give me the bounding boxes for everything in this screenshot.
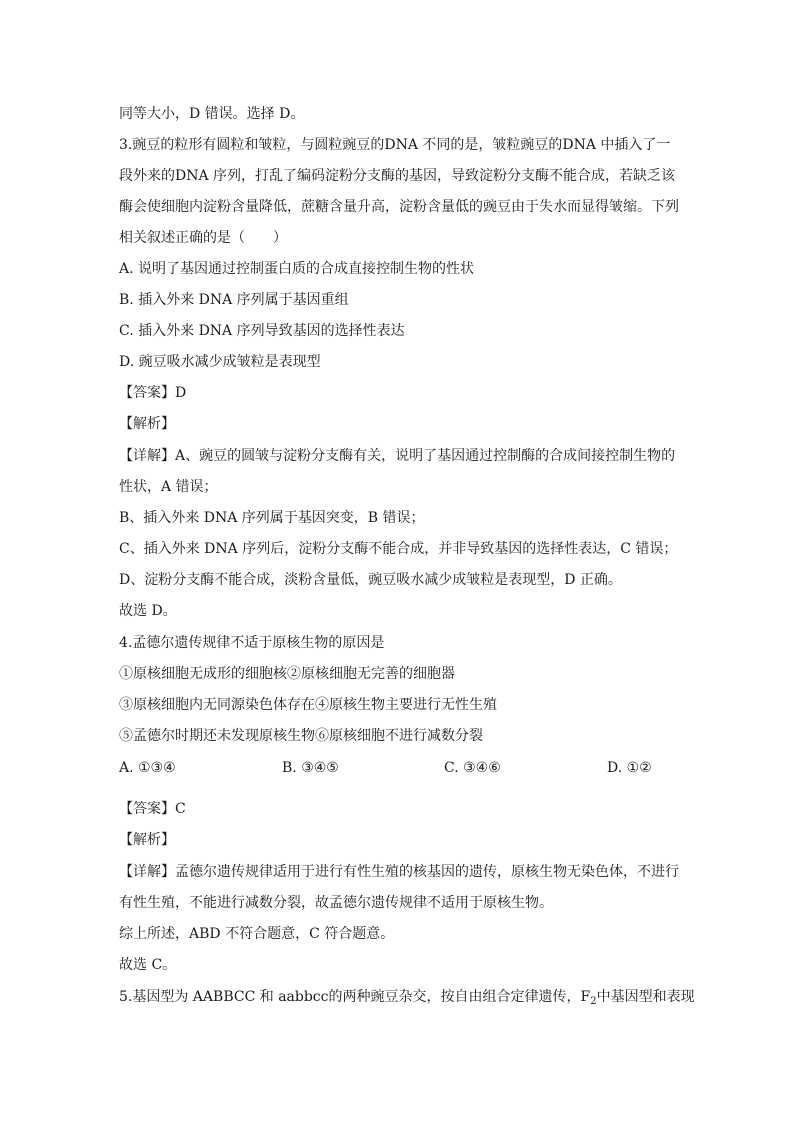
question-3-option-d: D. 豌豆吸水减少成皱粒是表现型	[119, 354, 321, 370]
question-3-option-a: A. 说明了基因通过控制蛋白质的合成直接控制生物的性状	[119, 261, 475, 277]
explanation-text: 有性生殖，不能进行减数分裂，故孟德尔遗传规律不适用于原核生物。	[119, 895, 553, 911]
answer-label: 【答案】D	[119, 385, 187, 401]
question-4-options	[119, 760, 679, 780]
question-3-stem: 相关叙述正确的是（ ）	[119, 230, 287, 246]
text-line: 同等大小，D 错误。选择 D。	[119, 106, 305, 122]
explanation-text: B、插入外来 DNA 序列属于基因突变，B 错误；	[119, 510, 425, 526]
question-3-stem: 酶会使细胞内淀粉含量降低，蔗糖含量升高，淀粉含量低的豌豆由于失水而显得皱缩。下列	[119, 199, 679, 215]
question-5-text: 中基因型和表现	[596, 989, 695, 1005]
question-4-item: ③原核细胞内无同源染色体存在④原核生物主要进行无性生殖	[119, 697, 497, 713]
conclusion-text: 故选 D。	[119, 603, 177, 619]
explanation-text: 性状，A 错误；	[119, 479, 218, 495]
question-4-option-c: C. ③④⑥	[444, 760, 501, 776]
subscript: 2	[590, 996, 597, 1007]
answer-label: 【答案】C	[119, 801, 186, 817]
conclusion-text: 故选 C。	[119, 957, 177, 973]
analysis-label: 【解析】	[119, 416, 175, 432]
question-4-option-b: B. ③④⑤	[282, 760, 339, 776]
explanation-text: C、插入外来 DNA 序列后，淀粉分支酶不能合成，并非导致基因的选择性表达，C 错误；	[119, 541, 678, 557]
question-3-stem: 3.豌豆的粒形有圆粒和皱粒，与圆粒豌豆的DNA 不同的是，皱粒豌豆的DNA 中插入了一	[119, 137, 671, 153]
explanation-text: 【详解】A、豌豆的圆皱与淀粉分支酶有关，说明了基因通过控制酶的合成间接控制生物的	[119, 448, 676, 464]
question-4-stem: 4.孟德尔遗传规律不适于原核生物的原因是	[119, 635, 385, 651]
question-3-option-b: B. 插入外来 DNA 序列属于基因重组	[119, 292, 349, 308]
analysis-label: 【解析】	[119, 832, 175, 848]
explanation-text: 【详解】孟德尔遗传规律适用于进行有性生殖的核基因的遗传，原核生物无染色体，不进行	[119, 864, 679, 880]
question-3-stem: 段外来的DNA 序列，打乱了编码淀粉分支酶的基因，导致淀粉分支酶不能合成，若缺乏该	[119, 168, 676, 184]
question-5-text: 5.基因型为 AABBCC 和 aabbcc的两种豌豆杂交，按自由组合定律遗传，F	[119, 989, 591, 1005]
question-3-option-c: C. 插入外来 DNA 序列导致基因的选择性表达	[119, 323, 405, 339]
question-4-item: ⑤孟德尔时期还未发现原核生物⑥原核细胞不进行减数分裂	[119, 728, 483, 744]
summary-text: 综上所述，ABD 不符合题意，C 符合题意。	[119, 926, 395, 942]
question-5-stem	[119, 988, 695, 1011]
question-4-option-a: A. ①③④	[119, 760, 176, 776]
explanation-text: D、淀粉分支酶不能合成，淡粉含量低，豌豆吸水减少成皱粒是表现型，D 正确。	[119, 572, 622, 588]
question-4-item: ①原核细胞无成形的细胞核②原核细胞无完善的细胞器	[119, 666, 455, 682]
question-4-option-d: D. ①②	[607, 760, 652, 776]
